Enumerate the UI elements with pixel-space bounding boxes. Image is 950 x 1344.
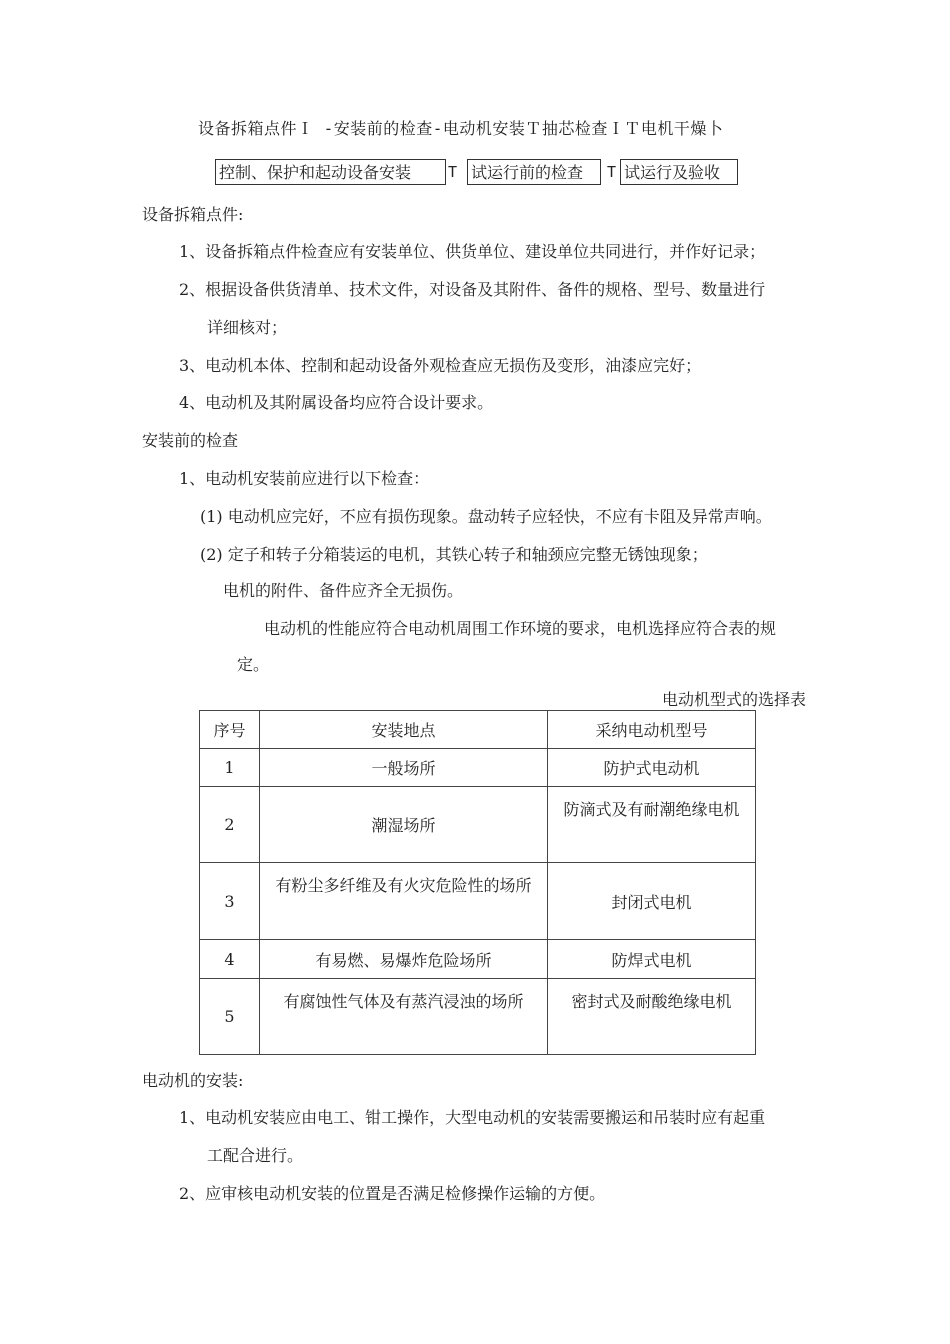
list-item: 1、电动机安装前应进行以下检查： — [179, 469, 430, 488]
table-row — [200, 979, 756, 1055]
list-item-continuation: 详细核对； — [207, 318, 288, 337]
table-header-cell: 安装地点 — [260, 711, 548, 749]
table-cell: 1 — [200, 749, 260, 787]
list-item: 2、应审核电动机安装的位置是否满足检修操作运输的方便。 — [179, 1184, 606, 1203]
flow-arrow: T — [607, 163, 617, 181]
flow-box-control: 控制、保护和起动设备安装 — [215, 159, 446, 185]
sub-item: (2) 定子和转子分箱装运的电机，其铁心转子和轴颈应完整无锈蚀现象； — [200, 545, 708, 564]
flow-line: 设备拆箱点件Ｉ -安装前的检查-电动机安装Ｔ抽芯检查ＩＴ电机干燥卜 — [198, 119, 724, 138]
table-cell: 有易燃、易爆炸危险场所 — [260, 940, 548, 979]
table-cell: 有腐蚀性气体及有蒸汽浸浊的场所 — [260, 979, 548, 1055]
table-cell: 2 — [200, 787, 260, 863]
paragraph-continuation: 定。 — [237, 655, 270, 674]
table-cell: 防滴式及有耐潮绝缘电机 — [548, 787, 756, 863]
flow-box-trial: 试运行及验收 — [620, 159, 738, 185]
table-header-cell: 采纳电动机型号 — [548, 711, 756, 749]
section-heading-precheck: 安装前的检查 — [142, 431, 239, 450]
list-item: 1、电动机安装应由电工、钳工操作，大型电动机的安装需要搬运和吊装时应有起重 — [179, 1108, 766, 1127]
list-item: 4、电动机及其附属设备均应符合设计要求。 — [179, 393, 494, 412]
list-item-continuation: 工配合进行。 — [207, 1146, 304, 1165]
table-row — [200, 749, 756, 787]
section-heading-installation: 电动机的安装: — [142, 1071, 244, 1090]
table-cell: 有粉尘多纤维及有火灾危险性的场所 — [260, 863, 548, 940]
motor-selection-table — [199, 710, 756, 1055]
flow-box-pretest: 试运行前的检查 — [467, 159, 601, 185]
table-row — [200, 940, 756, 979]
table-cell: 5 — [200, 979, 260, 1055]
paragraph: 电动机的性能应符合电动机周围工作环境的要求，电机选择应符合表的规 — [264, 619, 777, 638]
table-row — [200, 787, 756, 863]
sub-item: (1) 电动机应完好，不应有损伤现象。盘动转子应轻快，不应有卡阻及异常声响。 — [200, 507, 772, 526]
list-item: 2、根据设备供货清单、技术文件，对设备及其附件、备件的规格、型号、数量进行 — [179, 280, 766, 299]
table-cell: 一般场所 — [260, 749, 548, 787]
table-cell: 防护式电动机 — [548, 749, 756, 787]
section-heading-unpacking: 设备拆箱点件: — [142, 205, 244, 224]
table-row — [200, 863, 756, 940]
table-header-row — [200, 711, 756, 749]
table-header-cell: 序号 — [200, 711, 260, 749]
table-cell: 密封式及耐酸绝缘电机 — [548, 979, 756, 1055]
flow-arrow: T — [448, 163, 458, 181]
table-cell: 4 — [200, 940, 260, 979]
table-cell: 3 — [200, 863, 260, 940]
table-caption: 电动机型式的选择表 — [662, 690, 807, 709]
table-cell: 潮湿场所 — [260, 787, 548, 863]
list-item: 1、设备拆箱点件检查应有安装单位、供货单位、建设单位共同进行，并作好记录； — [179, 242, 766, 261]
list-item: 3、电动机本体、控制和起动设备外观检查应无损伤及变形，油漆应完好； — [179, 356, 702, 375]
sub-item: 电机的附件、备件应齐全无损伤。 — [223, 581, 464, 600]
table-cell: 封闭式电机 — [548, 863, 756, 940]
table-cell: 防焊式电机 — [548, 940, 756, 979]
